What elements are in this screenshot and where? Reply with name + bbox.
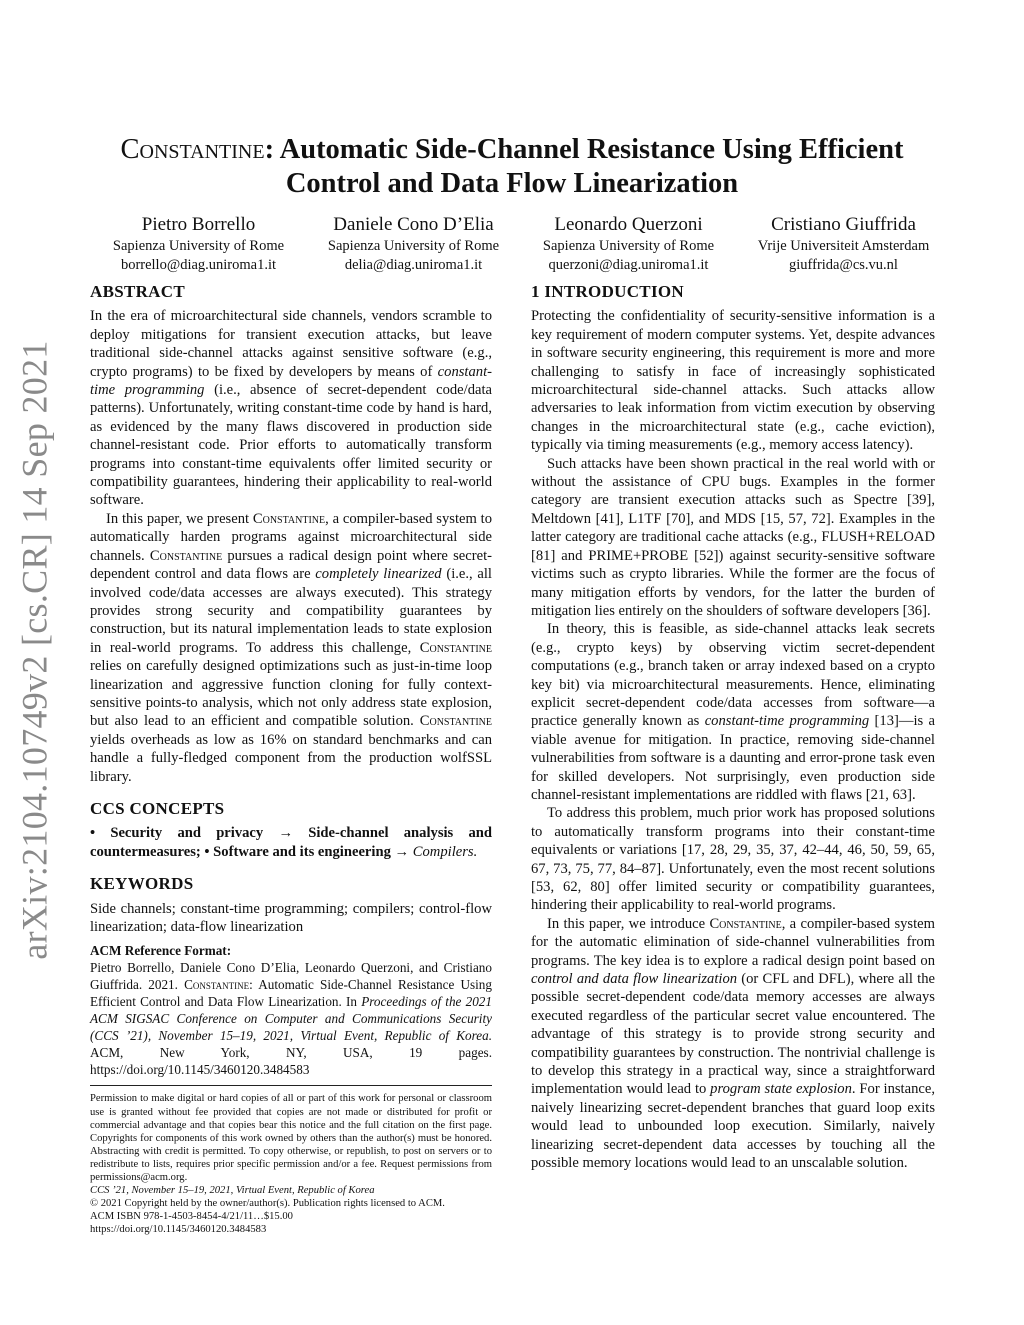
author-block bbox=[96, 212, 946, 275]
author bbox=[96, 212, 301, 275]
permission-isbn: ACM ISBN 978-1-4503-8454-4/21/11…$15.00 bbox=[90, 1211, 293, 1223]
acm-reference: Pietro Borrello, Daniele Cono D’Elia, Leonardo Querzoni, and Cristiano Giuffrida. 2021. Constantine: Automatic Side-Channel Resistance Using Efficient Control and Data Flow Linearization. In Proceedings of the 2021 ACM SIGSAC Conference on Computer and Communications Security (CCS ’21), November 15–19, 2021, Virtual Event, Republic of Korea. ACM, New York, NY, USA, 19 pages. https://doi.org/10.1145/3460120.3484583 bbox=[90, 960, 492, 1078]
right-column bbox=[531, 283, 935, 1173]
abstract-paragraph: In the era of microarchitectural side channels, vendors scramble to deploy mitigations for transient execution attacks, but leave traditional side-channel attacks against sensitive software (e.g., crypto programs) to be fixed by developers by means of constant-time programming (i.e., absence of secret-dependent code/data patterns). Unfortunately, writing constant-time code by hand is hard, as evidenced by the many flaws discovered in production side channel-resistant code. Prior efforts to automatically transform programs into constant-time equivalents offer limited security or compatibility guarantees, hindering their applicability to real-world software. bbox=[90, 308, 493, 509]
permission-venue: CCS ’21, November 15–19, 2021, Virtual Event, Republic of Korea bbox=[90, 1185, 375, 1197]
author-name: Pietro Borrello bbox=[141, 214, 256, 235]
intro-paragraph: In theory, this is feasible, as side-channel attacks leak secrets (e.g., crypto keys) by observing victim secret-dependent computations (e.g., branch taken or array indexed based on a crypto key bit) via microarchitectural measurements. Hence, eliminating explicit secret-dependent code/data accesses from software—a practice generally known as constant-time programming [13]—is a viable avenue for mitigation. In practice, removing side-channel vulnerabilities from software is a daunting and error-prone task even for skilled developers. Not surprisingly, even production side channel-resistant implementations are riddled with flaws [21, 63]. bbox=[531, 621, 935, 803]
author bbox=[526, 212, 731, 275]
permission-doi[interactable]: https://doi.org/10.1145/3460120.3484583 bbox=[90, 1224, 267, 1236]
ccs-heading: CCS CONCEPTS bbox=[90, 798, 225, 818]
author-name: Daniele Cono D’Elia bbox=[333, 214, 494, 235]
ccs-concepts: • Security and privacy → Side-channel analysis and countermeasures; • Software and its engineering → Compilers. bbox=[90, 825, 492, 860]
author-affiliation: Sapienza University of Rome bbox=[542, 238, 715, 254]
arxiv-stamp-text: arXiv:2104.10749v2 [cs.CR] 14 Sep 2021 bbox=[15, 340, 56, 960]
abstract-paragraph: In this paper, we present Constantine, a compiler-based system to automatically harden programs against microarchitectural side channels. Constantine pursues a radical design point where secret-dependent control and data flows are completely linearized (i.e., all involved code/data accesses are always executed). This strategy provides strong security and compatibility guarantees by construction, but its natural implementation leads to state explosion in real-world programs. To address this challenge, Constantine relies on carefully designed optimizations such as just-in-time loop linearization and aggressive function cloning for fully context-sensitive points-to analysis, which not only address state explosion, but also lead to an efficient and compatible solution. Constantine yields overheads as low as 16% on standard benchmarks and can handle a fully-fledged component from the production wolfSSL library. bbox=[90, 510, 492, 785]
intro-paragraph: Such attacks have been shown practical in the real world with or without the assistance of CPU bugs. Examples in the former category are transient execution attacks such as Spectre [39], Meltdown [41], L1TF [70], and MDS [15, 57, 72]. Examples in the latter category are traditional cache attacks (e.g., FLUSH+RELOAD [81] and PRIME+PROBE [52]) against security-sensitive software victims such as crypto libraries. While the former are the focus of many mitigation efforts by vendors, for the latter the burden of mitigation lies entirely on the shoulders of software developers [36]. bbox=[531, 455, 935, 619]
permission-text: Permission to make digital or hard copies of all or part of this work for personal or classroom use is granted without fee provided that copies are not made or distributed for profit or commercial advantage and that copies bear this notice and the full citation on the first page. Copyrights for components of this work owned by others than the author(s) must be honored. Abstracting with credit is permitted. To copy otherwise, or republish, to post on servers or to redistribute to lists, requires prior specific permission and/or a fee. Request permissions from permissions@acm.org. bbox=[90, 1093, 492, 1183]
author-affiliation: Sapienza University of Rome bbox=[112, 238, 285, 254]
author-email: delia@diag.uniroma1.it bbox=[344, 257, 483, 273]
author-email: giuffrida@cs.vu.nl bbox=[789, 257, 898, 273]
acm-reference-heading: ACM Reference Format: bbox=[90, 943, 232, 959]
footnote-divider bbox=[90, 1085, 492, 1086]
intro-paragraph: In this paper, we introduce Constantine, a compiler-based system for the automatic elimination of side-channel vulnerabilities from programs. The key idea is to explore a radical design point based on control and data flow linearization (or CFL and DFL), where all the possible secret-dependent code/data memory accesses are always executed regardless of the particular secret value encountered. The advantage of this strategy is to provide strong security and compatibility guarantees by construction. The nontrivial challenge is to develop this strategy in a practical way, since a straightforward implementation would lead to program state explosion. For instance, naively linearizing secret-dependent branches that guard loop exits would lead to unbounded loop execution. Similarly, naively linearizing secret-dependent data accesses by touching all the possible memory locations would lead to an unscalable solution. bbox=[531, 915, 935, 1172]
intro-paragraph: To address this problem, much prior work has proposed solutions to automatically transform programs into their constant-time equivalents or variations [17, 28, 29, 35, 37, 42–44, 46, 50, 59, 65, 67, 73, 75, 77, 84–87]. Unfortunately, even the most recent solutions [53, 62, 80] offer limited security or compatibility guarantees, hindering their applicability to real-world programs. bbox=[531, 805, 935, 914]
paper-title bbox=[84, 133, 940, 201]
author-name: Leonardo Querzoni bbox=[554, 214, 703, 235]
left-column bbox=[90, 283, 492, 1236]
author bbox=[311, 212, 516, 275]
author-affiliation: Vrije Universiteit Amsterdam bbox=[757, 238, 930, 254]
intro-heading: 1 INTRODUCTION bbox=[531, 282, 684, 301]
keywords-heading: KEYWORDS bbox=[90, 874, 194, 894]
author-affiliation: Sapienza University of Rome bbox=[327, 238, 500, 254]
abstract-heading: ABSTRACT bbox=[90, 282, 185, 301]
author-email: borrello@diag.uniroma1.it bbox=[120, 257, 277, 273]
author-email: querzoni@diag.uniroma1.it bbox=[548, 257, 709, 273]
author-name: Cristiano Giuffrida bbox=[771, 214, 916, 235]
permission-copyright: © 2021 Copyright held by the owner/author(s). Publication rights licensed to ACM. bbox=[90, 1198, 445, 1210]
arxiv-stamp bbox=[10, 340, 60, 960]
permission-block bbox=[90, 1092, 492, 1236]
keywords-text: Side channels; constant-time programming; compilers; control-flow linearization; data-flow linearization bbox=[90, 900, 492, 935]
title-rest: : Automatic Side-Channel Resistance Using Efficient Control and Data Flow Linearization bbox=[264, 134, 904, 199]
intro-paragraph: Protecting the confidentiality of security-sensitive information is a key requirement of modern computer systems. Yet, despite advances in software security engineering, this requirement is more and more challenging to satisfy in face of increasingly sophisticated microarchitectural side-channel attacks. Such attacks allow adversaries to leak information from victim execution by observing changes in the microarchitectural state (e.g., cache eviction), typically via timing measurements (e.g., memory access latency). bbox=[531, 308, 935, 454]
title-system-name: Constantine bbox=[120, 134, 265, 165]
author bbox=[741, 212, 946, 275]
